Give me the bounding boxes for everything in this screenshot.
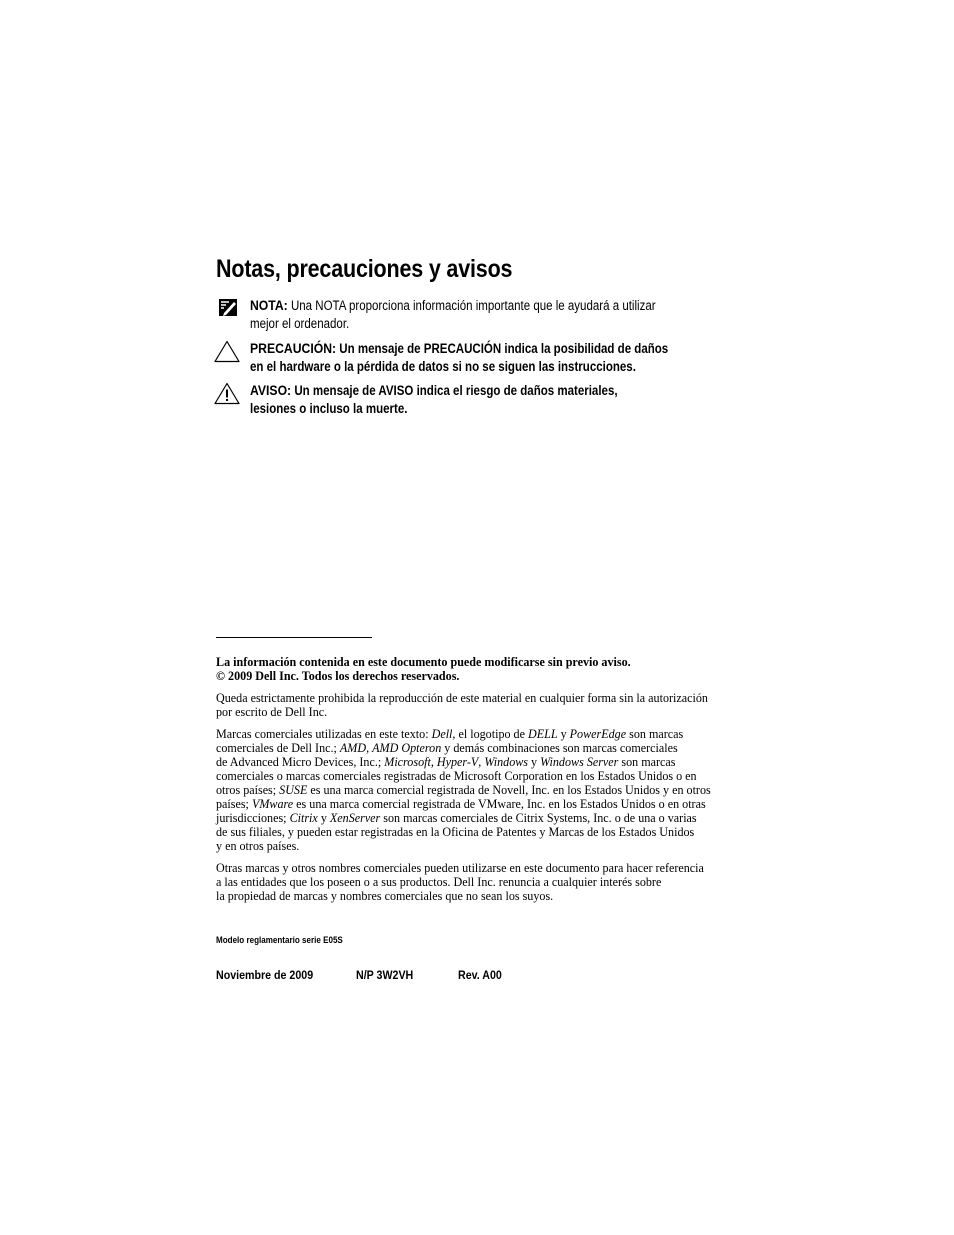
trademarks-line-3: de Advanced Micro Devices, Inc.; Microsoft, Hyper-V, Windows y Windows Server son marcas (216, 755, 676, 769)
footer-date: Noviembre de 2009 (216, 968, 314, 982)
warning-line-1: Un mensaje de AVISO indica el riesgo de daños materiales, (294, 383, 618, 398)
trademark-microsoft: Microsoft, Hyper-V (384, 755, 479, 769)
reproduction-line-2: por escrito de Dell Inc. (216, 705, 328, 719)
other-marks-paragraph (216, 861, 716, 903)
trademark-xenserver: XenServer (329, 811, 381, 825)
trademarks-paragraph (216, 727, 716, 853)
divider-rule (216, 637, 372, 638)
note-line-2: mejor el ordenador. (250, 316, 350, 331)
trademark-dell: Dell (431, 727, 453, 741)
trademark-poweredge: PowerEdge (569, 727, 627, 741)
page-title: Notas, precauciones y avisos (216, 255, 513, 283)
trademark-windows-server: Windows Server (540, 755, 619, 769)
trademark-amd: AMD (339, 741, 367, 755)
note-line-1: Una NOTA proporciona información importante que le ayudará a utilizar (290, 298, 656, 313)
trademarks-line-4: comerciales o marcas comerciales registradas de Microsoft Corporation en los Estados Unidos o en (216, 769, 697, 783)
warning-label: AVISO: (250, 383, 292, 399)
regulatory-model: Modelo reglamentario serie E05S (216, 934, 343, 945)
other-marks-line-3: la propiedad de marcas y nombres comerciales que no sean los suyos. (216, 889, 554, 903)
warning-triangle-icon (214, 382, 240, 406)
note-text (250, 297, 697, 332)
trademarks-line-9: y en otros países. (216, 839, 300, 853)
caution-line-1: Un mensaje de PRECAUCIÓN indica la posibilidad de daños (339, 341, 669, 356)
trademark-vmware: VMware (251, 797, 294, 811)
trademarks-line-5: otros países; SUSE es una marca comercial registrada de Novell, Inc. en los Estados Unidos y en otros (216, 783, 711, 797)
caution-label: PRECAUCIÓN: (250, 341, 337, 357)
warning-text (250, 382, 697, 417)
trademark-amd-opteron: AMD Opteron (372, 741, 442, 755)
trademarks-line-2: comerciales de Dell Inc.; AMD, AMD Opteron y demás combinaciones son marcas comerciales (216, 741, 678, 755)
trademarks-line-1: Marcas comerciales utilizadas en este texto: Dell, el logotipo de DELL y PowerEdge son marcas (216, 727, 684, 741)
trademark-citrix: Citrix (289, 811, 318, 825)
trademarks-line-6: países; VMware es una marca comercial registrada de VMware, Inc. en los Estados Unidos o en otras (216, 797, 706, 811)
note-label: NOTA: (250, 298, 288, 314)
reproduction-line-1: Queda estrictamente prohibida la reproducción de este material en cualquier forma sin la autorización (216, 691, 708, 705)
other-marks-line-1: Otras marcas y otros nombres comerciales pueden utilizarse en este documento para hacer referencia (216, 861, 704, 875)
reproduction-paragraph (216, 691, 716, 719)
trademarks-line-8: de sus filiales, y pueden estar registradas en la Oficina de Patentes y Marcas de los Estados Unidos (216, 825, 695, 839)
trademark-windows: Windows (484, 755, 529, 769)
footer-part-number: N/P 3W2VH (356, 968, 414, 982)
warning-line-2: lesiones o incluso la muerte. (250, 401, 408, 416)
trademark-dell-logo: DELL (528, 727, 558, 741)
copyright-line: © 2009 Dell Inc. Todos los derechos reservados. (216, 669, 460, 683)
trademark-suse: SUSE (279, 783, 308, 797)
legal-notice-line-1: La información contenida en este documento puede modificarse sin previo aviso. (216, 655, 631, 669)
caution-triangle-icon (214, 340, 240, 364)
caution-line-2: en el hardware o la pérdida de datos si no se siguen las instrucciones. (250, 359, 636, 374)
pencil-note-icon (214, 297, 240, 321)
caution-text (250, 340, 697, 375)
other-marks-line-2: a las entidades que los poseen o a sus productos. Dell Inc. renuncia a cualquier interés sobre (216, 875, 662, 889)
footer-revision: Rev. A00 (458, 968, 502, 982)
legal-notice (216, 655, 716, 683)
trademarks-line-7: jurisdicciones; Citrix y XenServer son marcas comerciales de Citrix Systems, Inc. o de una o varias (216, 811, 697, 825)
